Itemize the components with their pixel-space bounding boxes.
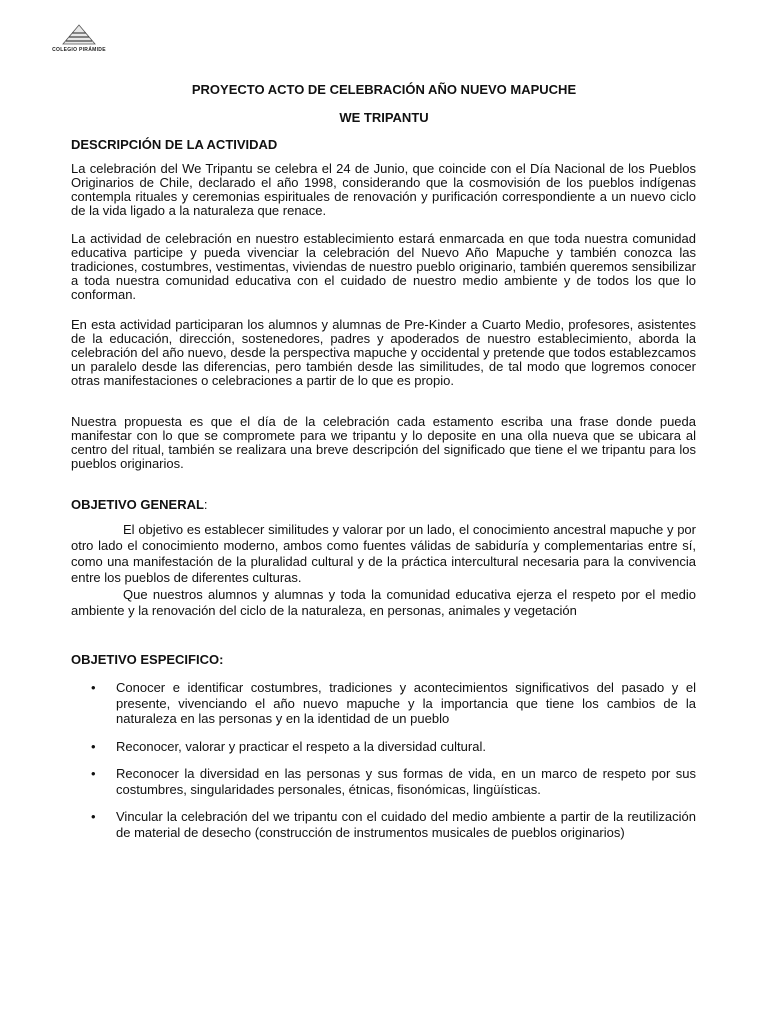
objetivo-general-paragraph-2: Que nuestros alumnos y alumnas y toda la comunidad educativa ejerza el respeto por el medio ambiente y la renovación del ciclo de la naturaleza, en personas, animales y vegetación xyxy=(71,587,696,618)
descripcion-paragraph-4: Nuestra propuesta es que el día de la celebración cada estamento escriba una frase donde pueda manifestar con lo que se compromete para we tripantu y lo deposite en una olla nueva que se ubicara al centro del ritual, también se realizara una breve descripción del significado que tiene el we tripantu para los pueblos originarios. xyxy=(71,414,696,471)
objetivo-especifico-heading: OBJETIVO ESPECIFICO: xyxy=(71,652,224,667)
document-title: PROYECTO ACTO DE CELEBRACIÓN AÑO NUEVO MAPUCHE xyxy=(191,82,577,97)
descripcion-paragraph-1: La celebración del We Tripantu se celebra el 24 de Junio, que coincide con el Día Nacional de los Pueblos Originarios de Chile, declarado el año 1998, considerando que la cosmovisión de los pueblos indígenas contempla rituales y ceremonias espirituales de renovación y purificación correspondiente a un nuevo ciclo de la vida ligado a la naturaleza que renace. xyxy=(71,161,696,218)
logo-text: COLEGIO PIRÁMIDE xyxy=(52,47,106,53)
descripcion-paragraph-2: La actividad de celebración en nuestro establecimiento estará enmarcada en que toda nuestra comunidad educativa participe y pueda vivenciar la celebración del Nuevo Año Mapuche y también conozca las tradiciones, costumbres, vestimentas, viviendas de nuestro pueblo originario, también queremos sensibilizar a toda nuestra comunidad educativa con el cuidado de nuestro medio ambiente y de todos los que lo conforman. xyxy=(71,231,696,302)
list-item xyxy=(71,766,696,797)
list-item-text: Vincular la celebración del we tripantu con el cuidado del medio ambiente a partir de la reutilización de material de desecho (construcción de instrumentos musicales de pueblos originarios) xyxy=(116,809,696,840)
document-subtitle: WE TRIPANTU xyxy=(339,110,429,125)
list-item-text: Conocer e identificar costumbres, tradiciones y acontecimientos significativos del pasado y el presente, vivenciando el año nuevo mapuche y la importancia que tiene los cambios de la naturaleza en las personas y en la identidad de un pueblo xyxy=(116,680,696,726)
objetivo-general-heading-colon: : xyxy=(203,497,208,512)
objetivo-general-heading-text: OBJETIVO GENERAL xyxy=(71,497,204,512)
objetivo-general-heading xyxy=(71,497,208,512)
bullet-icon: • xyxy=(91,738,96,754)
list-item xyxy=(71,809,696,840)
bullet-icon: • xyxy=(91,766,96,781)
objetivo-especifico-list xyxy=(71,680,696,840)
descripcion-heading: DESCRIPCIÓN DE LA ACTIVIDAD xyxy=(71,137,278,152)
list-item-text: Reconocer, valorar y practicar el respeto a la diversidad cultural. xyxy=(116,738,486,754)
pyramid-logo-icon xyxy=(62,24,96,46)
bullet-icon: • xyxy=(91,680,96,695)
list-item xyxy=(71,739,696,755)
list-item xyxy=(71,680,696,727)
objetivo-general-paragraph-1: El objetivo es establecer similitudes y valorar por un lado, el conocimiento ancestral mapuche y por otro lado el conocimiento moderno, ambos como fuentes válidas de sabiduría y complementarias entre sí, como una manifestación de la pluralidad cultural y de la práctica intercultural necesaria para la convivencia entre los pueblos de diferentes culturas. xyxy=(71,522,696,585)
bullet-icon: • xyxy=(91,809,96,824)
list-item-text: Reconocer la diversidad en las personas y sus formas de vida, en un marco de respeto por sus costumbres, singularidades personales, étnicas, fisonómicas, lingüísticas. xyxy=(116,766,696,797)
school-logo xyxy=(44,24,114,53)
descripcion-paragraph-3: En esta actividad participaran los alumnos y alumnas de Pre-Kinder a Cuarto Medio, profesores, asistentes de la educación, dirección, sostenedores, padres y apoderados de nuestro establecimiento, aborda la celebración del año nuevo, desde la perspectiva mapuche y occidental y pretende que todos establezcamos un paralelo desde las diferencias, pero también desde las similitudes, de tal modo que logremos conocer otras manifestaciones o celebraciones a partir de lo que es propio. xyxy=(71,317,696,388)
